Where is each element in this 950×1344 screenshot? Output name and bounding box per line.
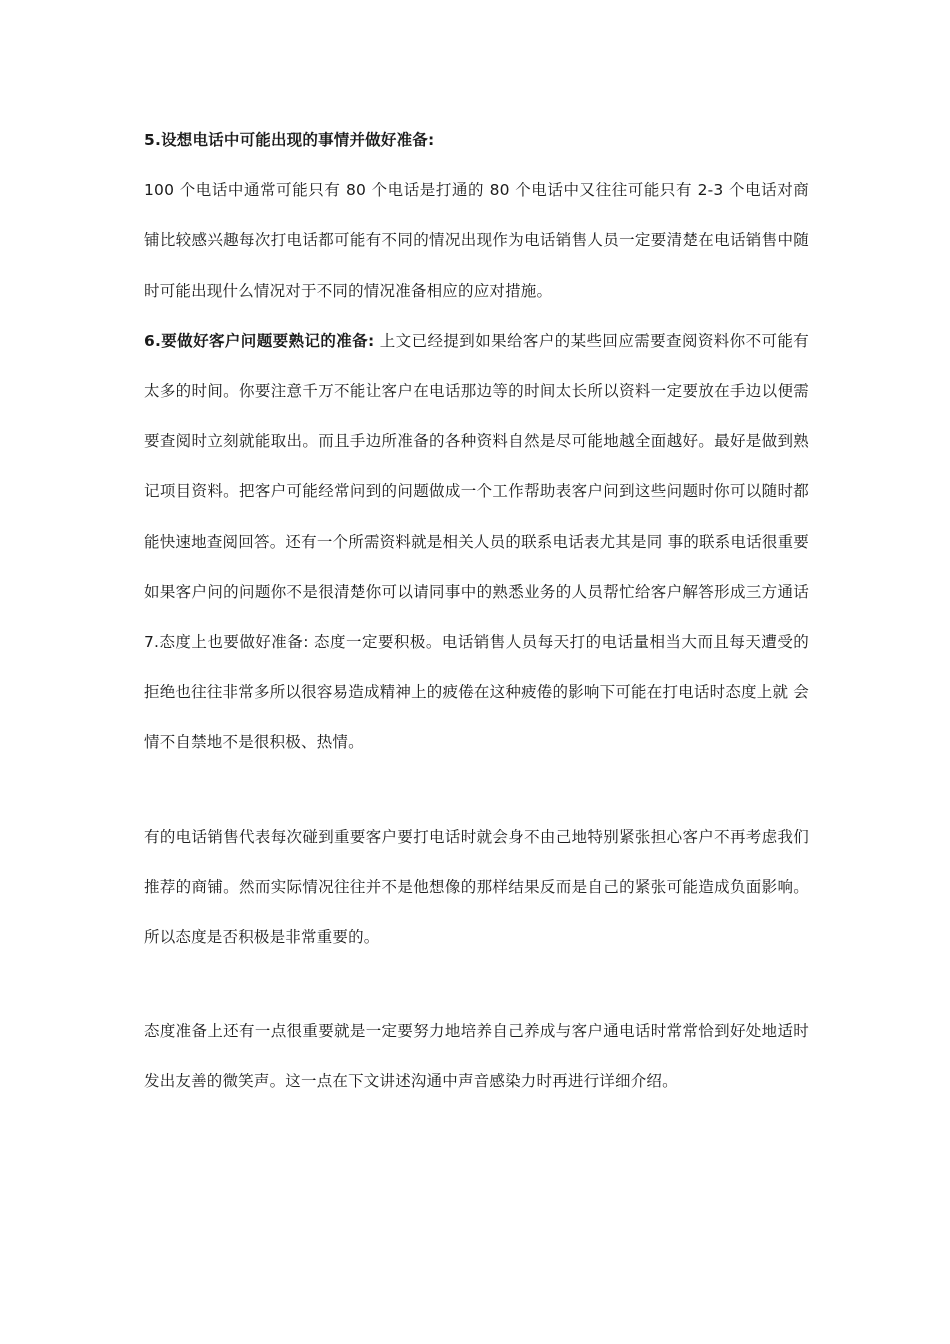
section-6-heading: 6.要做好客户问题要熟记的准备: (144, 331, 375, 350)
section-6-paragraph-block (144, 316, 809, 768)
document-body (144, 115, 809, 1107)
section-5-paragraph: 100 个电话中通常可能只有 80 个电话是打通的 80 个电话中又往往可能只有 2-3 个电话对商铺比较感兴趣每次打电话都可能有不同的情况出现作为电话销售人员一定要清楚在电话销售中随时可能出现什么情况对于不同的情况准备相应的应对措施。 (144, 181, 809, 300)
paragraph-spacer (144, 962, 809, 1006)
attitude-paragraph-1: 有的电话销售代表每次碰到重要客户要打电话时就会身不由己地特别紧张担心客户不再考虑我们推荐的商铺。然而实际情况往往并不是他想像的那样结果反而是自己的紧张可能造成负面影响。所以态度是否积极是非常重要的。 (144, 827, 809, 947)
section-6-paragraph: 上文已经提到如果给客户的某些回应需要查阅资料你不可能有太多的时间。你要注意千万不能让客户在电话那边等的时间太长所以资料一定要放在手边以便需要查阅时立刻就能取出。而且手边所准备的各种资料自然是尽可能地越全面越好。最好是做到熟记项目资料。把客户可能经常问到的问题做成一个工作帮助表客户问到这些问题时你可以随时都能快速地查阅回答。还有一个所需资料就是相关人员的联系电话表尤其是同 事的联系电话很重要如果客户问的问题你不是很清楚你可以请同事中的熟悉业务的人员帮忙给客户解答形成三方通话 7.态度上也要做好准备: 态度一定要积极。电话销售人员每天打的电话量相当大而且每天遭受的拒绝也往往非常多所以很容易造成精神上的疲倦在这种疲倦的影响下可能在打电话时态度上就 会情不自禁地不是很积极、热情。 (144, 331, 809, 752)
attitude-paragraph-2: 态度准备上还有一点很重要就是一定要努力地培养自己养成与客户通电话时常常恰到好处地适时发出友善的微笑声。这一点在下文讲述沟通中声音感染力时再进行详细介绍。 (144, 1022, 809, 1091)
paragraph-spacer (144, 768, 809, 812)
section-5-heading: 5.设想电话中可能出现的事情并做好准备: (144, 131, 435, 149)
